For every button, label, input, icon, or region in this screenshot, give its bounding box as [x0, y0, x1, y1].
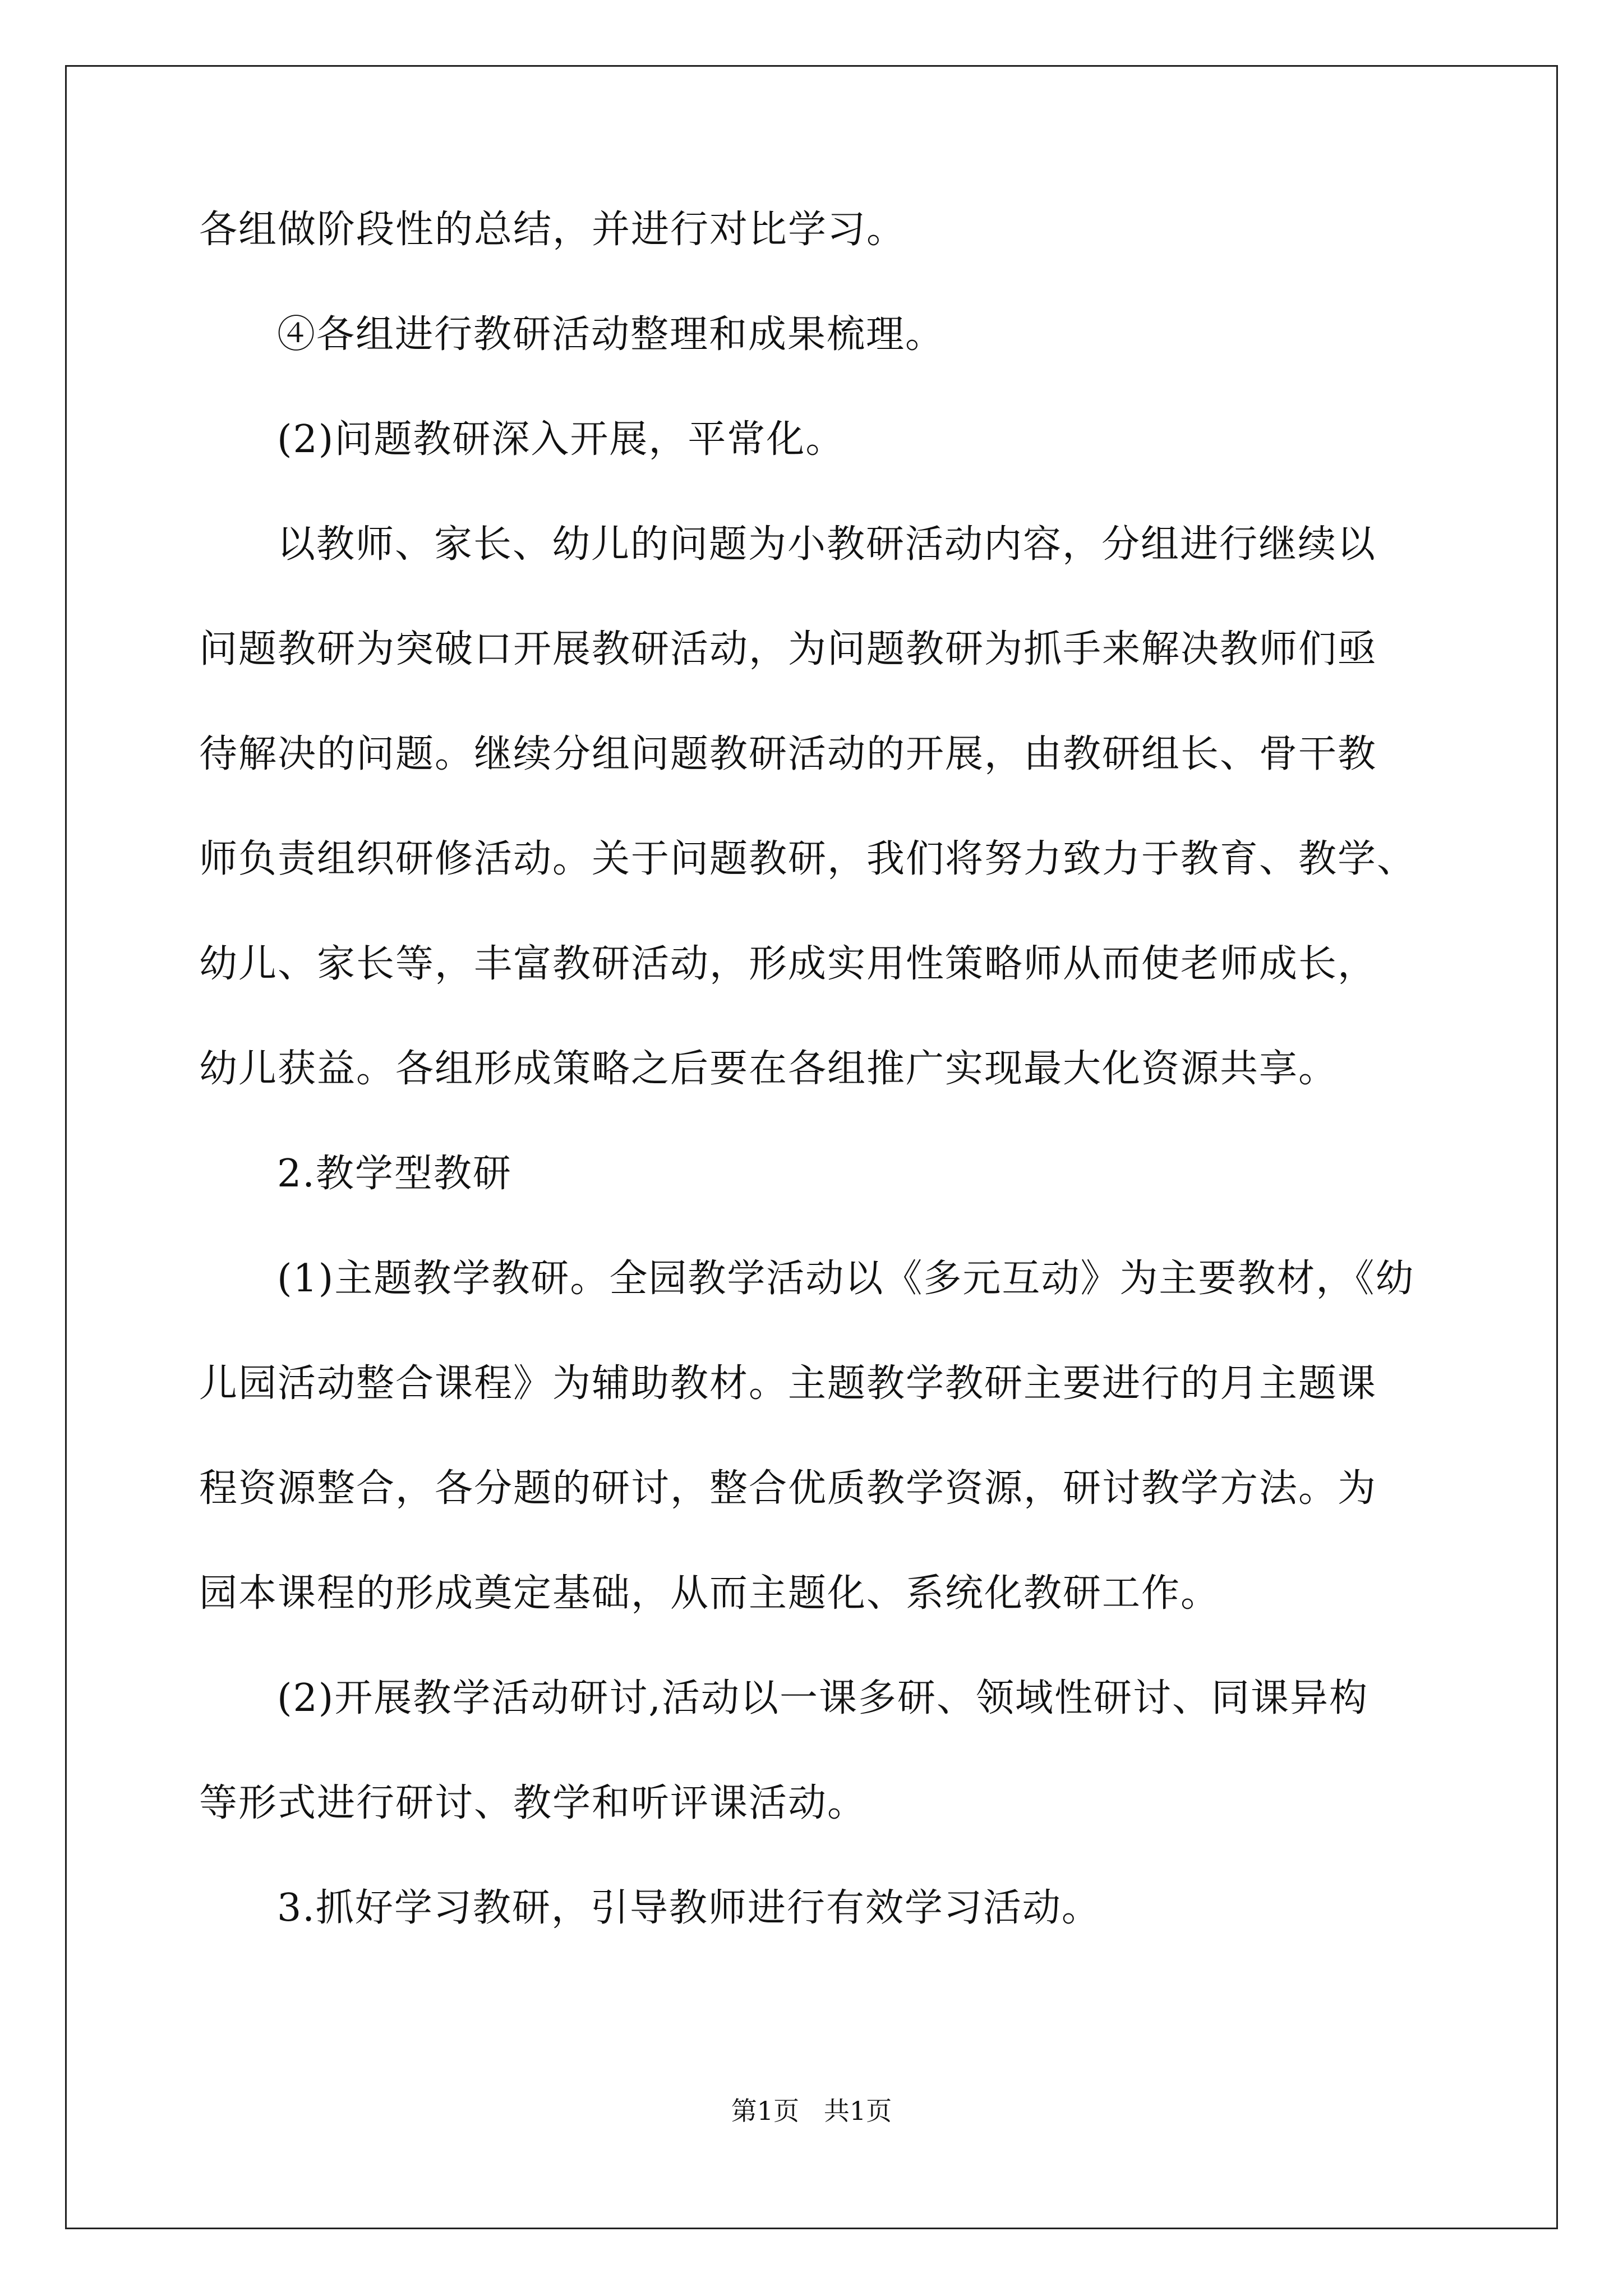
- section-heading: 3.抓好学习教研，引导教师进行有效学习活动。: [277, 1886, 1101, 1930]
- paragraph-line: (1)主题教学教研。全园教学活动以《多元互动》为主要教材，《幼: [277, 1257, 1415, 1301]
- paragraph-line: 各组做阶段性的总结，并进行对比学习。: [199, 208, 906, 252]
- paragraph-line: (2)开展教学活动研讨,活动以一课多研、领域性研讨、同课异构: [277, 1676, 1368, 1720]
- paragraph-line: 园本课程的形成奠定基础，从而主题化、系统化教研工作。: [199, 1571, 1220, 1616]
- paragraph-line: 儿园活动整合课程》为辅助教材。主题教学教研主要进行的月主题课: [199, 1361, 1377, 1406]
- paragraph-line: 等形式进行研讨、教学和听评课活动。: [199, 1781, 867, 1825]
- paragraph-line: 问题教研为突破口开展教研活动，为问题教研为抓手来解决教师们亟: [199, 627, 1377, 671]
- page-footer: 第1页 共1页: [731, 2096, 892, 2126]
- paragraph-line: (2)问题教研深入开展，平常化。: [277, 417, 845, 462]
- paragraph-line: ④各组进行教研活动整理和成果梳理。: [277, 312, 945, 357]
- paragraph-line: 师负责组织研修活动。关于问题教研，我们将努力致力于教育、教学、: [199, 837, 1417, 881]
- paragraph-line: 以教师、家长、幼儿的问题为小教研活动内容，分组进行继续以: [277, 522, 1377, 567]
- paragraph-line: 程资源整合，各分题的研讨，整合优质教学资源，研讨教学方法。为: [199, 1466, 1377, 1511]
- section-heading: 2.教学型教研: [277, 1152, 512, 1196]
- paragraph-line: 幼儿、家长等，丰富教研活动，形成实用性策略师从而使老师成长，: [199, 942, 1377, 986]
- paragraph-line: 幼儿获益。各组形成策略之后要在各组推广实现最大化资源共享。: [199, 1047, 1338, 1091]
- paragraph-line: 待解决的问题。继续分组问题教研活动的开展，由教研组长、骨干教: [199, 732, 1377, 776]
